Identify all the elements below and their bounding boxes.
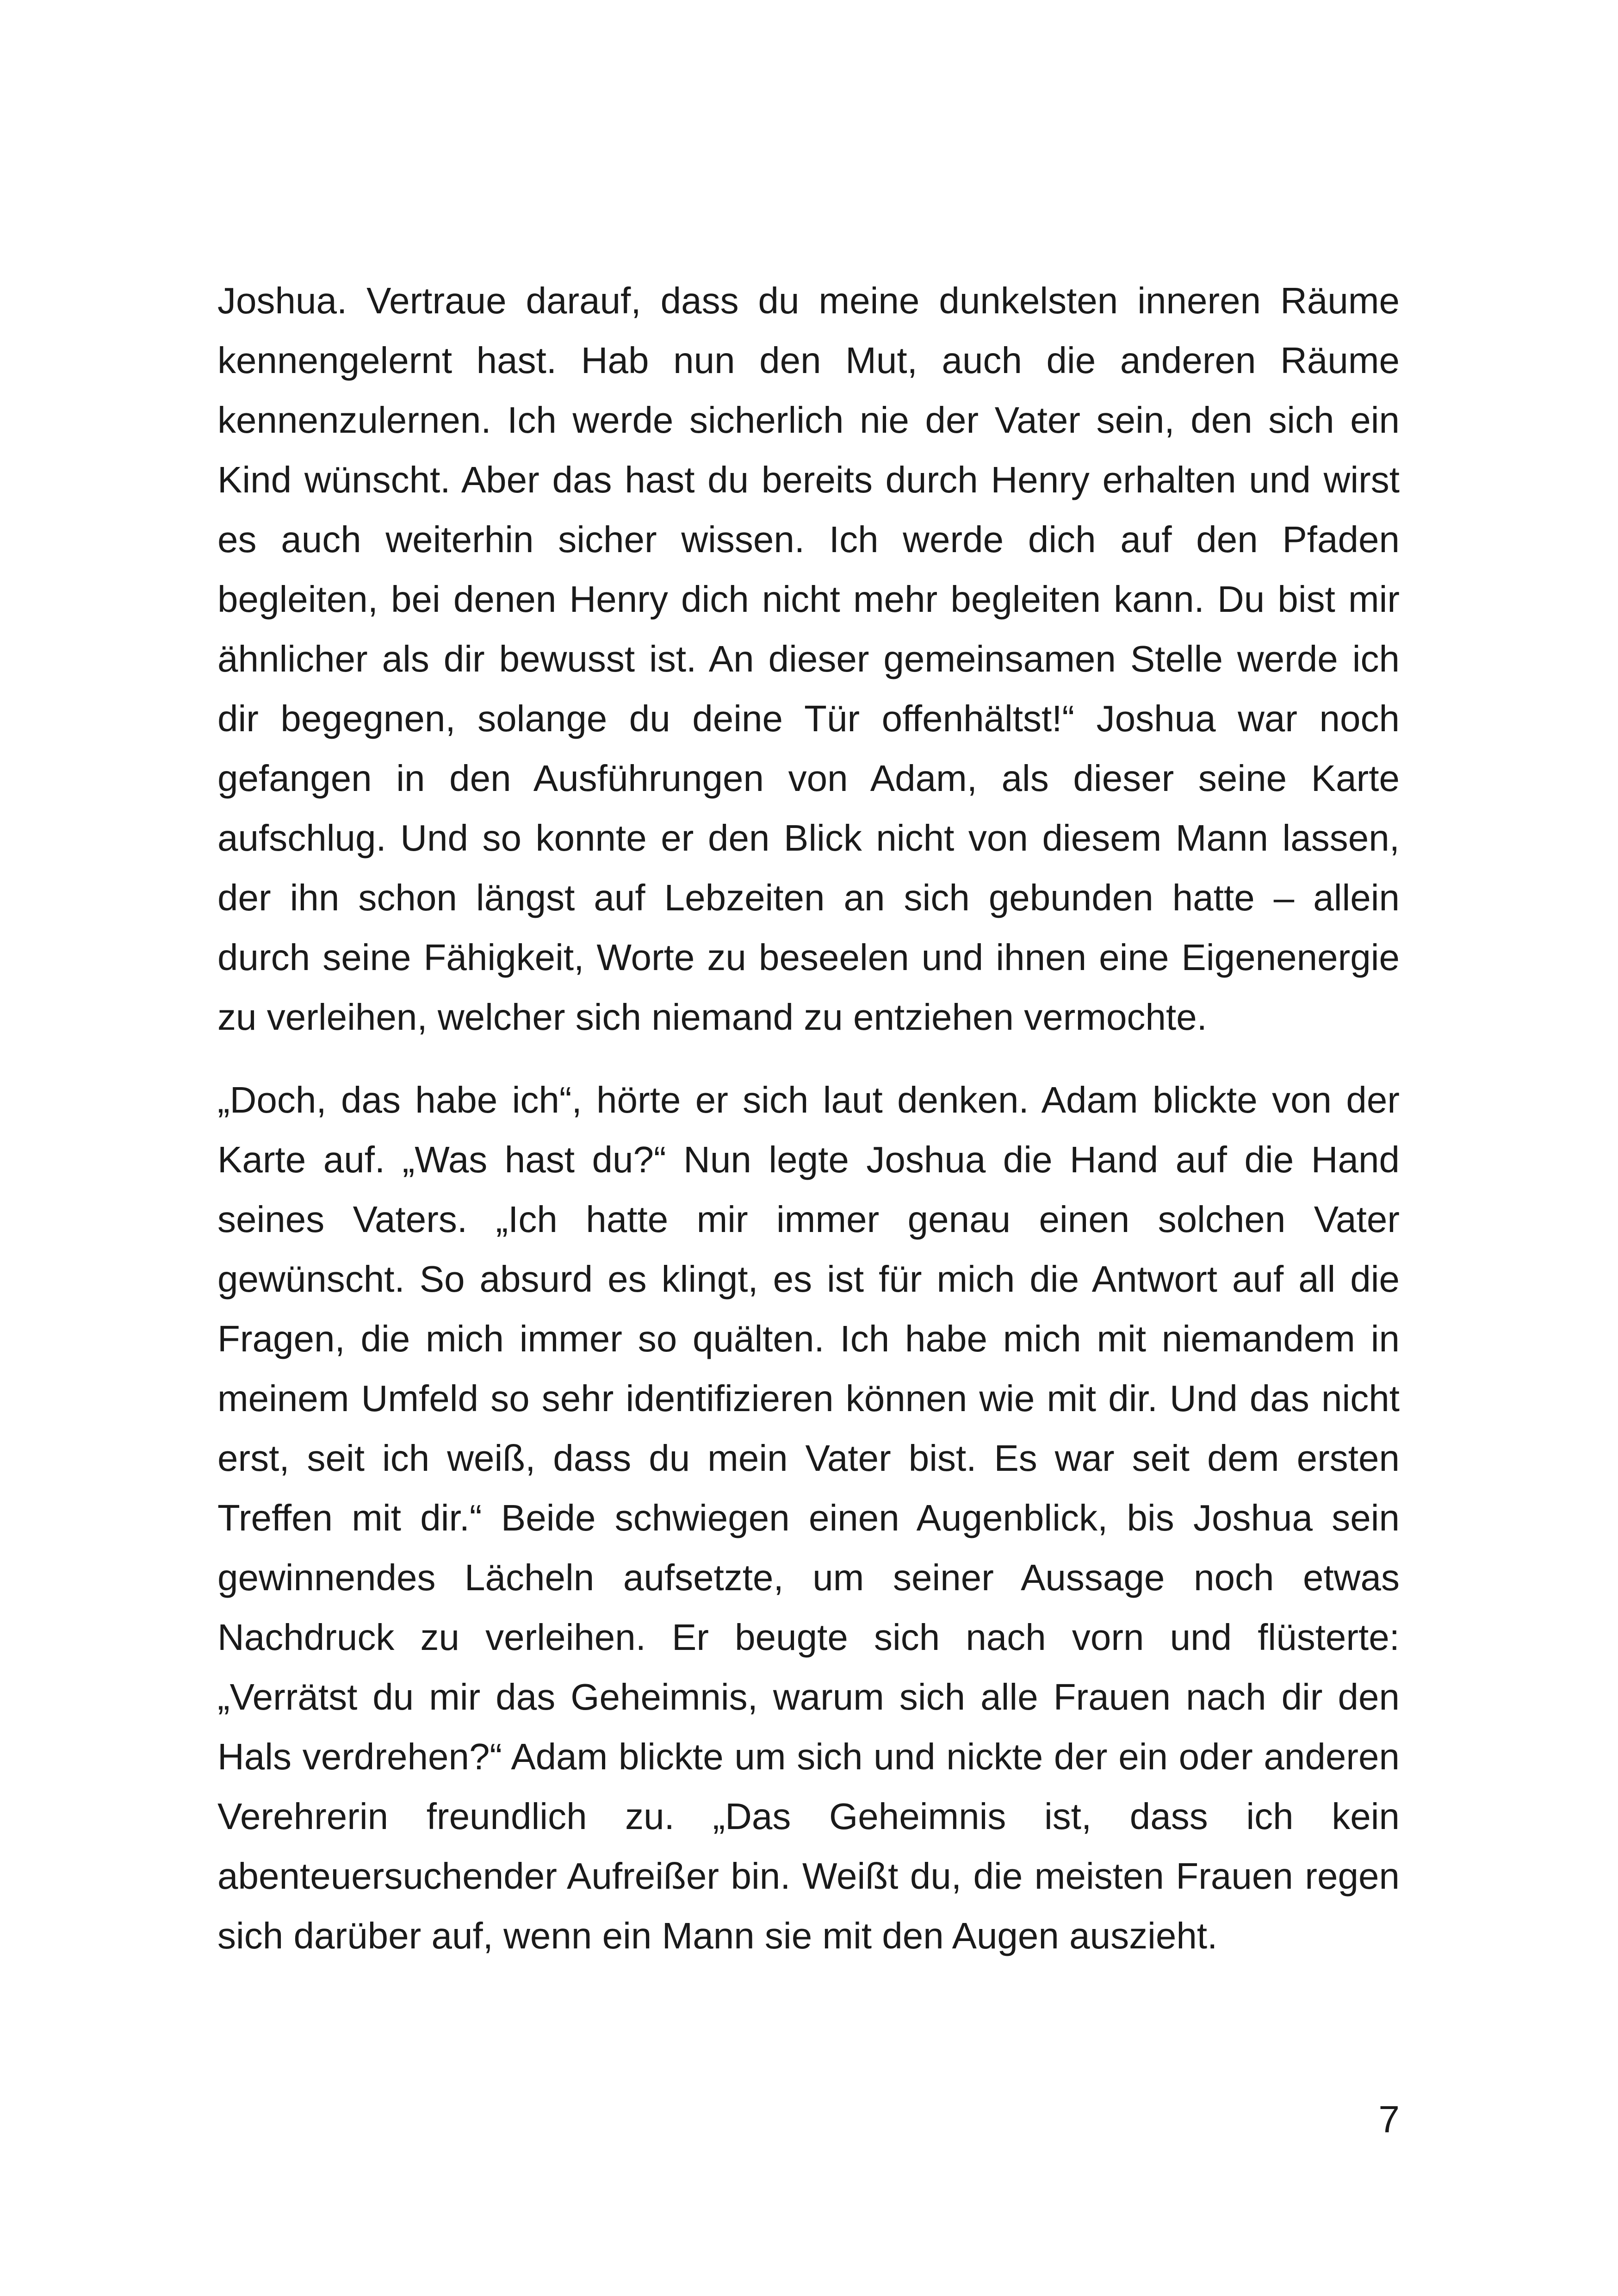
page-number: 7 bbox=[1378, 2098, 1400, 2140]
paragraph-1: Joshua. Vertraue darauf, dass du meine dunkelsten inneren Räume kennengelernt hast. Hab nun den Mut, auch die anderen Räume kennenzulernen. Ich werde sicherlich nie der Vater sein, den sich ein Kind wünscht. Aber das hast du bereits durch Henry erhalten und wirst es auch weiterhin sicher wissen. Ich werde dich auf den Pfaden begleiten, bei denen Henry dich nicht mehr begleiten kann. Du bist mir ähnlicher als dir bewusst ist. An dieser gemeinsamen Stelle werde ich dir begegnen, solange du deine Tür offenhältst!“ Joshua war noch gefangen in den Ausführungen von Adam, als dieser seine Karte aufschlug. Und so konnte er den Blick nicht von diesem Mann lassen, der ihn schon längst auf Lebzeiten an sich gebunden hatte – allein durch seine Fähigkeit, Worte zu beseelen und ihnen eine Eigenenergie zu verleihen, welcher sich niemand zu entziehen vermochte. bbox=[217, 280, 1400, 1038]
body-text bbox=[217, 271, 1400, 1966]
paragraph-2: „Doch, das habe ich“, hörte er sich laut denken. Adam blickte von der Karte auf. „Was hast du?“ Nun legte Joshua die Hand auf die Hand seines Vaters. „Ich hatte mir immer genau einen solchen Vater gewünscht. So absurd es klingt, es ist für mich die Antwort auf all die Fragen, die mich immer so quälten. Ich habe mich mit niemandem in meinem Umfeld so sehr identifizieren können wie mit dir. Und das nicht erst, seit ich weiß, dass du mein Vater bist. Es war seit dem ersten Treffen mit dir.“ Beide schwiegen einen Augenblick, bis Joshua sein gewinnendes Lächeln aufsetzte, um seiner Aussage noch etwas Nachdruck zu verleihen. Er beugte sich nach vorn und flüsterte: „Verrätst du mir das Geheimnis, warum sich alle Frauen nach dir den Hals verdrehen?“ Adam blickte um sich und nickte der ein oder anderen Verehrerin freundlich zu. „Das Geheimnis ist, dass ich kein abenteuersuchender Aufreißer bin. Weißt du, die meisten Frauen regen sich darüber auf, wenn ein Mann sie mit den Augen auszieht. bbox=[217, 1079, 1400, 1956]
